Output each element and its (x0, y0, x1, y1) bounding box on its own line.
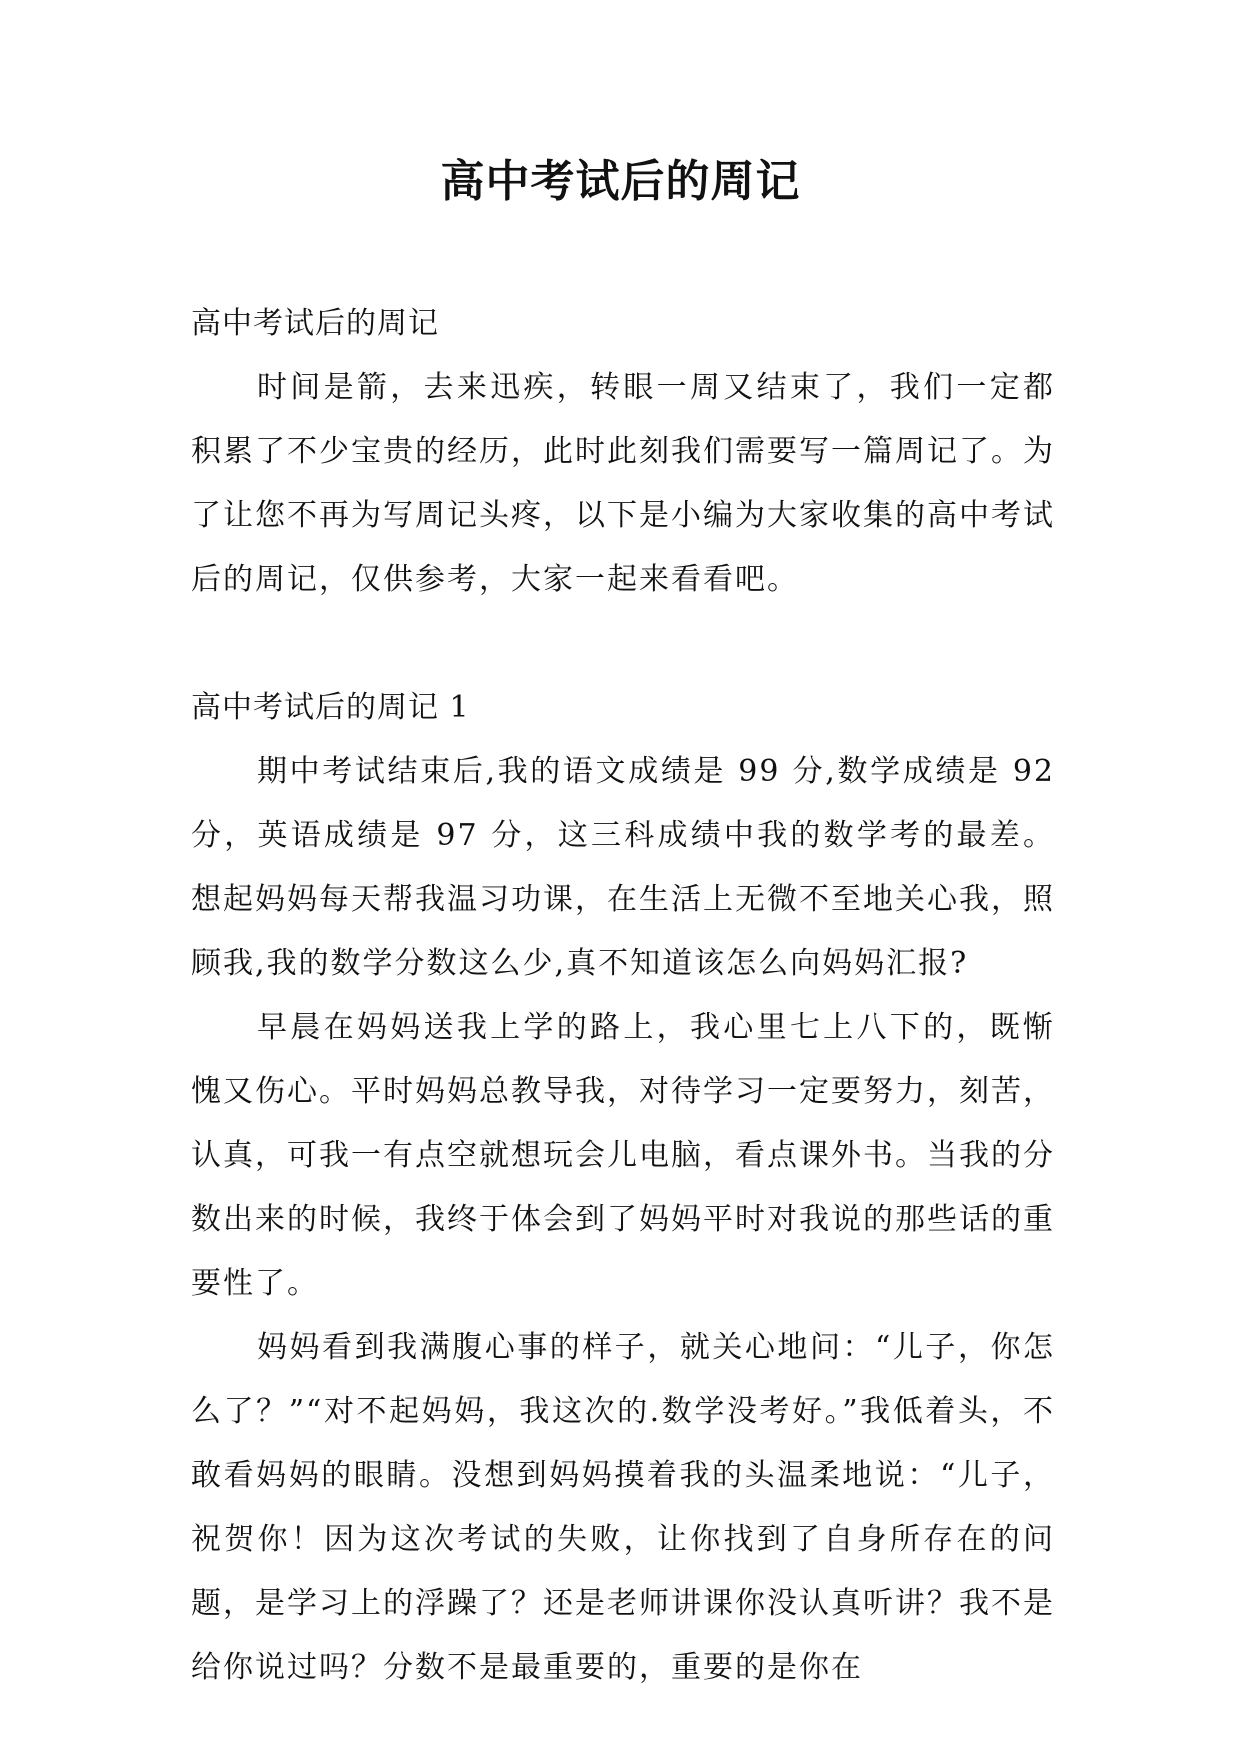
body-paragraph: 妈妈看到我满腹心事的样子，就关心地问：“儿子，你怎么了？”“对不起妈妈，我这次的.数学没考好。”我低着头，不敢看妈妈的眼睛。没想到妈妈摸着我的头温柔地说：“儿子，祝贺你！因为这次考试的失败，让你找到了自身所存在的问题，是学习上的浮躁了？还是老师讲课你没认真听讲？我不是给你说过吗？分数不是最重要的，重要的是你在 (191, 1330, 1055, 1685)
body-paragraph: 早晨在妈妈送我上学的路上，我心里七上八下的，既惭愧又伤心。平时妈妈总教导我，对待学习一定要努力，刻苦，认真，可我一有点空就想玩会儿电脑，看点课外书。当我的分数出来的时候，我终于体会到了妈妈平时对我说的那些话的重要性了。 (191, 1010, 1055, 1301)
intro-heading: 高中考试后的周记 (191, 306, 439, 341)
document-title: 高中考试后的周记 (440, 156, 801, 207)
intro-paragraph: 时间是箭，去来迅疾，转眼一周又结束了，我们一定都积累了不少宝贵的经历，此时此刻我们需要写一篇周记了。为了让您不再为写周记头疼，以下是小编为大家收集的高中考试后的周记，仅供参考，大家一起来看看吧。 (191, 370, 1055, 597)
section-spacer (191, 612, 1055, 676)
body-paragraph: 期中考试结束后,我的语文成绩是 99 分,数学成绩是 92 分，英语成绩是 97 分，这三科成绩中我的数学考的最差。想起妈妈每天帮我温习功课，在生活上无微不至地关心我，照顾我,我的数学分数这么少,真不知道该怎么向妈妈汇报? (191, 754, 1055, 981)
section-heading: 高中考试后的周记 1 (191, 690, 470, 725)
document-body (191, 292, 1055, 1700)
